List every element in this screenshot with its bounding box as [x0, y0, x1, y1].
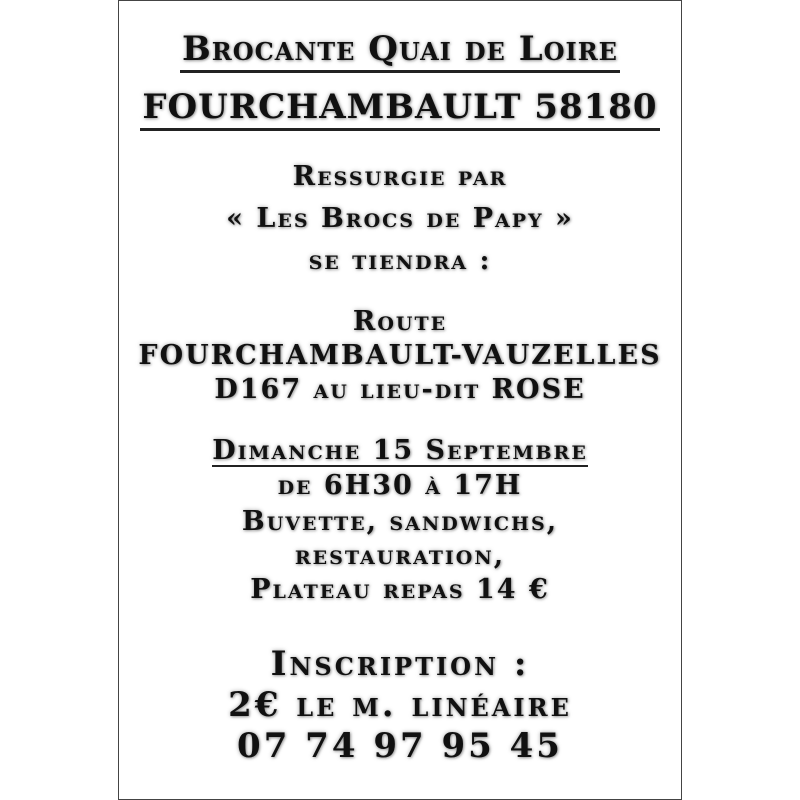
details-line-4: Plateau repas 14 €	[250, 574, 550, 605]
brocante-flyer	[118, 0, 682, 800]
inscription-title: Inscription :	[270, 644, 530, 684]
details-line-1: de 6H30 à 17H	[277, 470, 523, 501]
details-line-2: Buvette, sandwichs,	[241, 506, 559, 537]
flyer-title-line-1: Brocante Quai de Loire	[119, 29, 681, 73]
location-line-1: Route	[352, 306, 448, 337]
location-line-2: FOURCHAMBAULT-VAUZELLES	[138, 340, 662, 371]
organizer-line-1: Ressurgie par	[292, 161, 508, 192]
organizer-line-2: « Les Brocs de Papy »	[226, 203, 574, 234]
flyer-title-line-2: FOURCHAMBAULT 58180	[119, 87, 681, 131]
location-line-3: D167 au lieu-dit ROSE	[214, 374, 586, 405]
event-date: Dimanche 15 Septembre	[212, 435, 588, 466]
inscription-price: 2€ le m. linéaire	[228, 685, 572, 725]
details-line-3: restauration,	[294, 540, 506, 571]
organizer-line-3: se tiendra :	[308, 245, 492, 276]
contact-phone: 07 74 97 95 45	[237, 726, 563, 766]
